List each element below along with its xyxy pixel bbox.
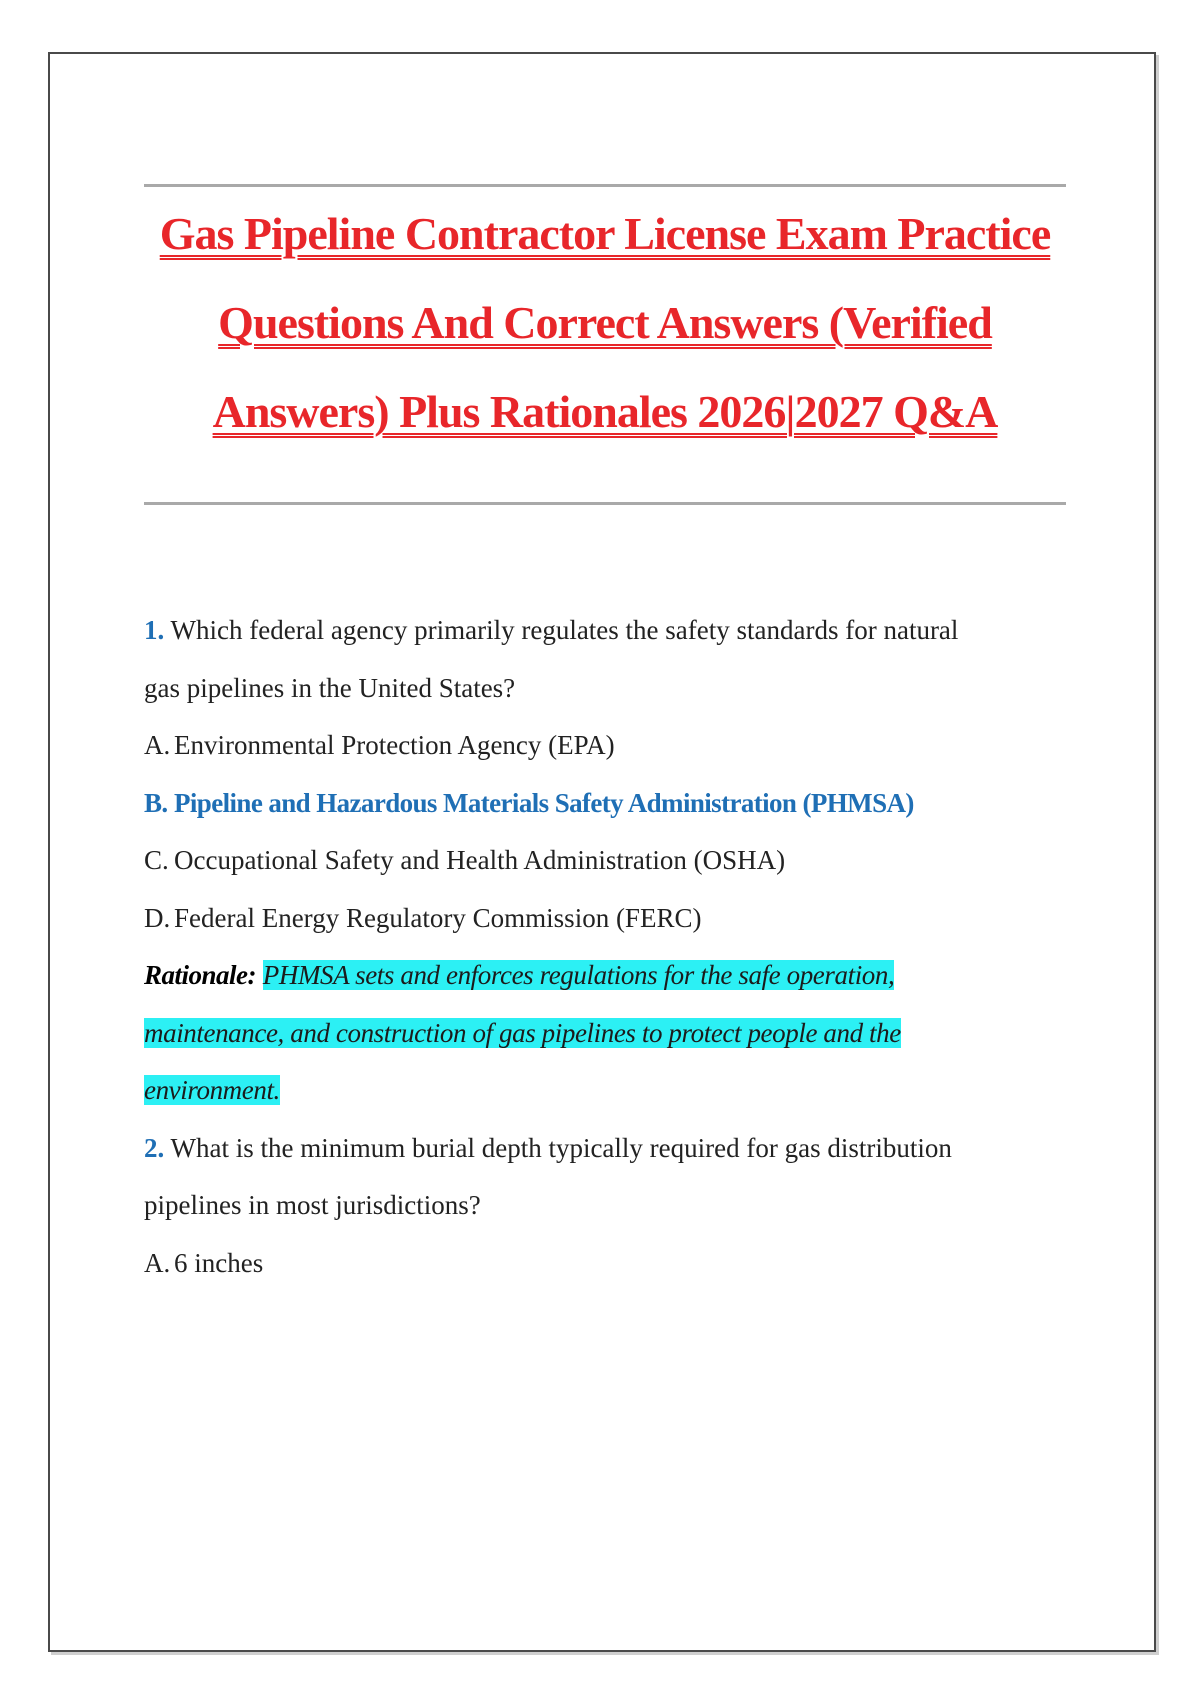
question-2	[144, 1120, 1079, 1293]
option-c-letter: C.	[144, 845, 169, 875]
question-1-option-d	[144, 890, 1079, 948]
option-c-text: Occupational Safety and Health Administration (OSHA)	[174, 845, 786, 875]
document-title	[144, 189, 1066, 456]
top-divider	[144, 184, 1066, 187]
title-line-3: Answers) Plus Rationales 2026|2027 Q&A	[212, 386, 998, 437]
questions-section	[144, 602, 1079, 1292]
question-2-option-a	[144, 1235, 1079, 1293]
bottom-divider	[144, 502, 1066, 505]
option-b-text: Pipeline and Hazardous Materials Safety Administration (PHMSA)	[174, 787, 914, 818]
question-1	[144, 602, 1079, 1120]
question-2-number: 2.	[144, 1132, 165, 1163]
option-a-text: Environmental Protection Agency (EPA)	[174, 730, 615, 760]
option-b-letter: B.	[144, 787, 168, 818]
question-2-line-1	[144, 1120, 1079, 1178]
option-d-letter: D.	[144, 902, 171, 933]
q2-option-a-text: 6 inches	[174, 1247, 264, 1278]
question-1-line-1	[144, 602, 1079, 660]
option-a-letter: A.	[144, 730, 171, 760]
title-line-2: Questions And Correct Answers (Verified	[218, 297, 992, 348]
rationale-label: Rationale:	[144, 960, 257, 990]
question-1-text-line-2: gas pipelines in the United States?	[144, 672, 516, 703]
q2-option-a-letter: A.	[144, 1247, 171, 1278]
rationale-line-2	[144, 1005, 1079, 1063]
rationale-line-1	[144, 947, 1079, 1005]
question-1-number: 1.	[144, 615, 165, 645]
question-2-text-line-1: What is the minimum burial depth typically required for gas distribution	[170, 1132, 952, 1163]
title-line-1: Gas Pipeline Contractor License Exam Practice	[159, 208, 1051, 259]
question-1-option-a	[144, 717, 1079, 775]
rationale-text-line-2: maintenance, and construction of gas pipelines to protect people and the	[144, 1017, 901, 1048]
question-1-text-line-1: Which federal agency primarily regulates the safety standards for natural	[170, 615, 959, 645]
question-1-option-b-correct	[144, 775, 1079, 833]
rationale-line-3	[144, 1062, 1079, 1120]
question-2-text-line-2: pipelines in most jurisdictions?	[144, 1190, 481, 1220]
rationale-text-line-3: environment.	[144, 1075, 280, 1105]
rationale-text-line-1: PHMSA sets and enforces regulations for the safe operation,	[262, 960, 895, 990]
document-page	[48, 52, 1156, 1652]
option-d-text: Federal Energy Regulatory Commission (FERC)	[174, 902, 702, 933]
question-1-option-c	[144, 832, 1079, 890]
